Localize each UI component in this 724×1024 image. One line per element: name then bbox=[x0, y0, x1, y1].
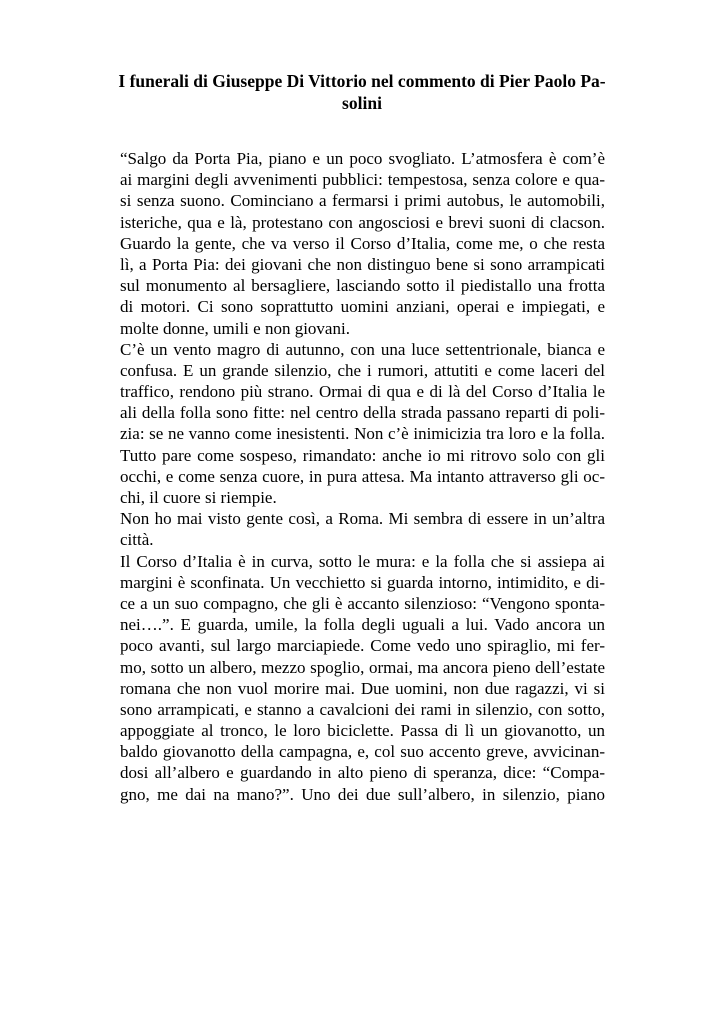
paragraph bbox=[120, 148, 605, 339]
text-line: C’è un vento magro di autunno, con una luce settentrionale, bianca e bbox=[120, 339, 605, 359]
text-line: “Salgo da Porta Pia, piano e un poco svogliato. L’atmosfera è com’è bbox=[120, 149, 605, 168]
text-line: margini è sconfinata. Un vecchietto si guarda intorno, intimidito, e di- bbox=[120, 572, 605, 592]
text-line: traffico, rendono più strano. Ormai di qua e di là del Corso d’Italia le bbox=[120, 382, 605, 402]
text-line: di motori. Ci sono soprattutto uomini anziani, operai e impiegati, e bbox=[120, 297, 605, 317]
text-line: mo, sotto un albero, mezzo spoglio, ormai, ma ancora pieno dell’estate bbox=[120, 657, 605, 677]
text-line: nei….”. E guarda, umile, la folla degli uguali a lui. Vado ancora un bbox=[120, 615, 605, 635]
title-line: solini bbox=[342, 93, 382, 113]
text-line: poco avanti, sul largo marciapiede. Come vedo uno spiraglio, mi fer- bbox=[120, 636, 605, 656]
text-line: dosi all’albero e guardando in alto pieno di speranza, dice: “Compa- bbox=[120, 763, 605, 783]
text-line: lì, a Porta Pia: dei giovani che non distinguo bene si sono arrampicati bbox=[120, 254, 605, 274]
text-line: baldo giovanotto della campagna, e, col suo accento greve, avvicinan- bbox=[120, 742, 605, 762]
document-title bbox=[112, 70, 612, 114]
text-line: appoggiate al tronco, le loro biciclette. Passa di lì un giovanotto, un bbox=[120, 721, 605, 741]
text-line: sul monumento al bersagliere, lasciando sotto il piedistallo una frotta bbox=[120, 276, 605, 296]
text-line: si senza suono. Cominciano a fermarsi i primi autobus, le automobili, bbox=[120, 191, 605, 211]
text-line: sono arrampicati, e stanno a cavalcioni dei rami in silenzio, con sotto, bbox=[120, 699, 605, 719]
text-line: isteriche, qua e là, protestano con angosciosi e brevi suoni di clacson. bbox=[120, 212, 605, 232]
text-line: gno, me dai na mano?”. Uno dei due sull’albero, in silenzio, piano bbox=[120, 784, 605, 804]
title-line: I funerali di Giuseppe Di Vittorio nel commento di Pier Paolo Pa- bbox=[118, 71, 606, 91]
text-line: zia: se ne vanno come inesistenti. Non c’è inimicizia tra loro e la folla. bbox=[120, 424, 605, 444]
text-line: ali della folla sono fitte: nel centro della strada passano reparti di poli- bbox=[120, 403, 605, 423]
text-line: romana che non vuol morire mai. Due uomini, non due ragazzi, vi si bbox=[120, 678, 605, 698]
text-line: Il Corso d’Italia è in curva, sotto le mura: e la folla che si assiepa ai bbox=[120, 551, 605, 571]
paragraph bbox=[120, 508, 605, 550]
document-body bbox=[120, 148, 605, 805]
text-line: ai margini degli avvenimenti pubblici: tempestosa, senza colore e qua- bbox=[120, 170, 605, 190]
text-line: occhi, e come senza cuore, in pura attesa. Ma intanto attraverso gli oc- bbox=[120, 466, 605, 486]
text-line: Guardo la gente, che va verso il Corso d’Italia, come me, o che resta bbox=[120, 233, 605, 253]
text-line: Tutto pare come sospeso, rimandato: anche io mi ritrovo solo con gli bbox=[120, 445, 605, 465]
text-line: città. bbox=[120, 530, 154, 550]
text-line: ce a un suo compagno, che gli è accanto silenzioso: “Vengono sponta- bbox=[120, 593, 605, 613]
text-line: Non ho mai visto gente così, a Roma. Mi sembra di essere in un’altra bbox=[120, 509, 605, 529]
text-line: chi, il cuore si riempie. bbox=[120, 488, 277, 507]
text-line: molte donne, umili e non giovani. bbox=[120, 318, 350, 338]
text-line: confusa. E un grande silenzio, che i rumori, attutiti e come laceri del bbox=[120, 360, 605, 380]
paragraph bbox=[120, 339, 605, 509]
paragraph bbox=[120, 551, 605, 805]
